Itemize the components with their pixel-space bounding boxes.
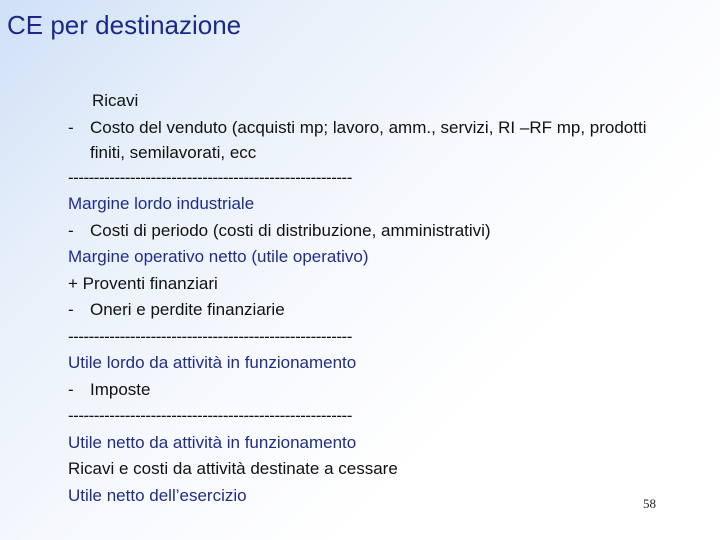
- line-utile-netto-funzionamento: Utile netto da attività in funzionamento: [68, 432, 357, 452]
- separator-line: -------------------------------------------------------: [68, 406, 352, 425]
- line-utile-netto-esercizio: Utile netto dell’esercizio: [68, 485, 247, 505]
- line-margine-lordo: Margine lordo industriale: [68, 194, 255, 213]
- imposte-text: Imposte: [90, 379, 151, 399]
- costo-venduto-text: Costo del venduto (acquisti mp; lavoro, amm., servizi, RI –RF mp, prodotti finiti, semilavorati, ecc: [90, 117, 647, 162]
- line-oneri: [68, 297, 708, 324]
- line-ricavi: Ricavi: [92, 91, 139, 110]
- page-number: 58: [643, 496, 656, 511]
- costi-periodo-text: Costi di periodo (costi di distribuzione, amministrativi): [90, 220, 491, 240]
- line-costo-venduto: [68, 115, 708, 165]
- bullet-dash: -: [68, 300, 74, 319]
- separator-line: -------------------------------------------------------: [68, 326, 352, 346]
- income-statement-list: [68, 88, 708, 509]
- line-utile-lordo: Utile lordo da attività in funzionamento: [68, 353, 357, 372]
- bullet-dash: -: [68, 220, 74, 240]
- line-margine-operativo: Margine operativo netto (utile operativo): [68, 247, 369, 266]
- bullet-dash: -: [68, 117, 74, 137]
- line-ricavi-costi-cessare: Ricavi e costi da attività destinate a cessare: [68, 459, 398, 478]
- line-costi-periodo: [68, 218, 708, 245]
- oneri-text: Oneri e perdite finanziarie: [90, 300, 285, 319]
- separator-line: -------------------------------------------------------: [68, 167, 352, 187]
- bullet-dash: -: [68, 379, 74, 399]
- line-imposte: [68, 377, 708, 404]
- line-proventi: + Proventi finanziari: [68, 273, 218, 293]
- slide-title: CE per destinazione: [7, 10, 242, 40]
